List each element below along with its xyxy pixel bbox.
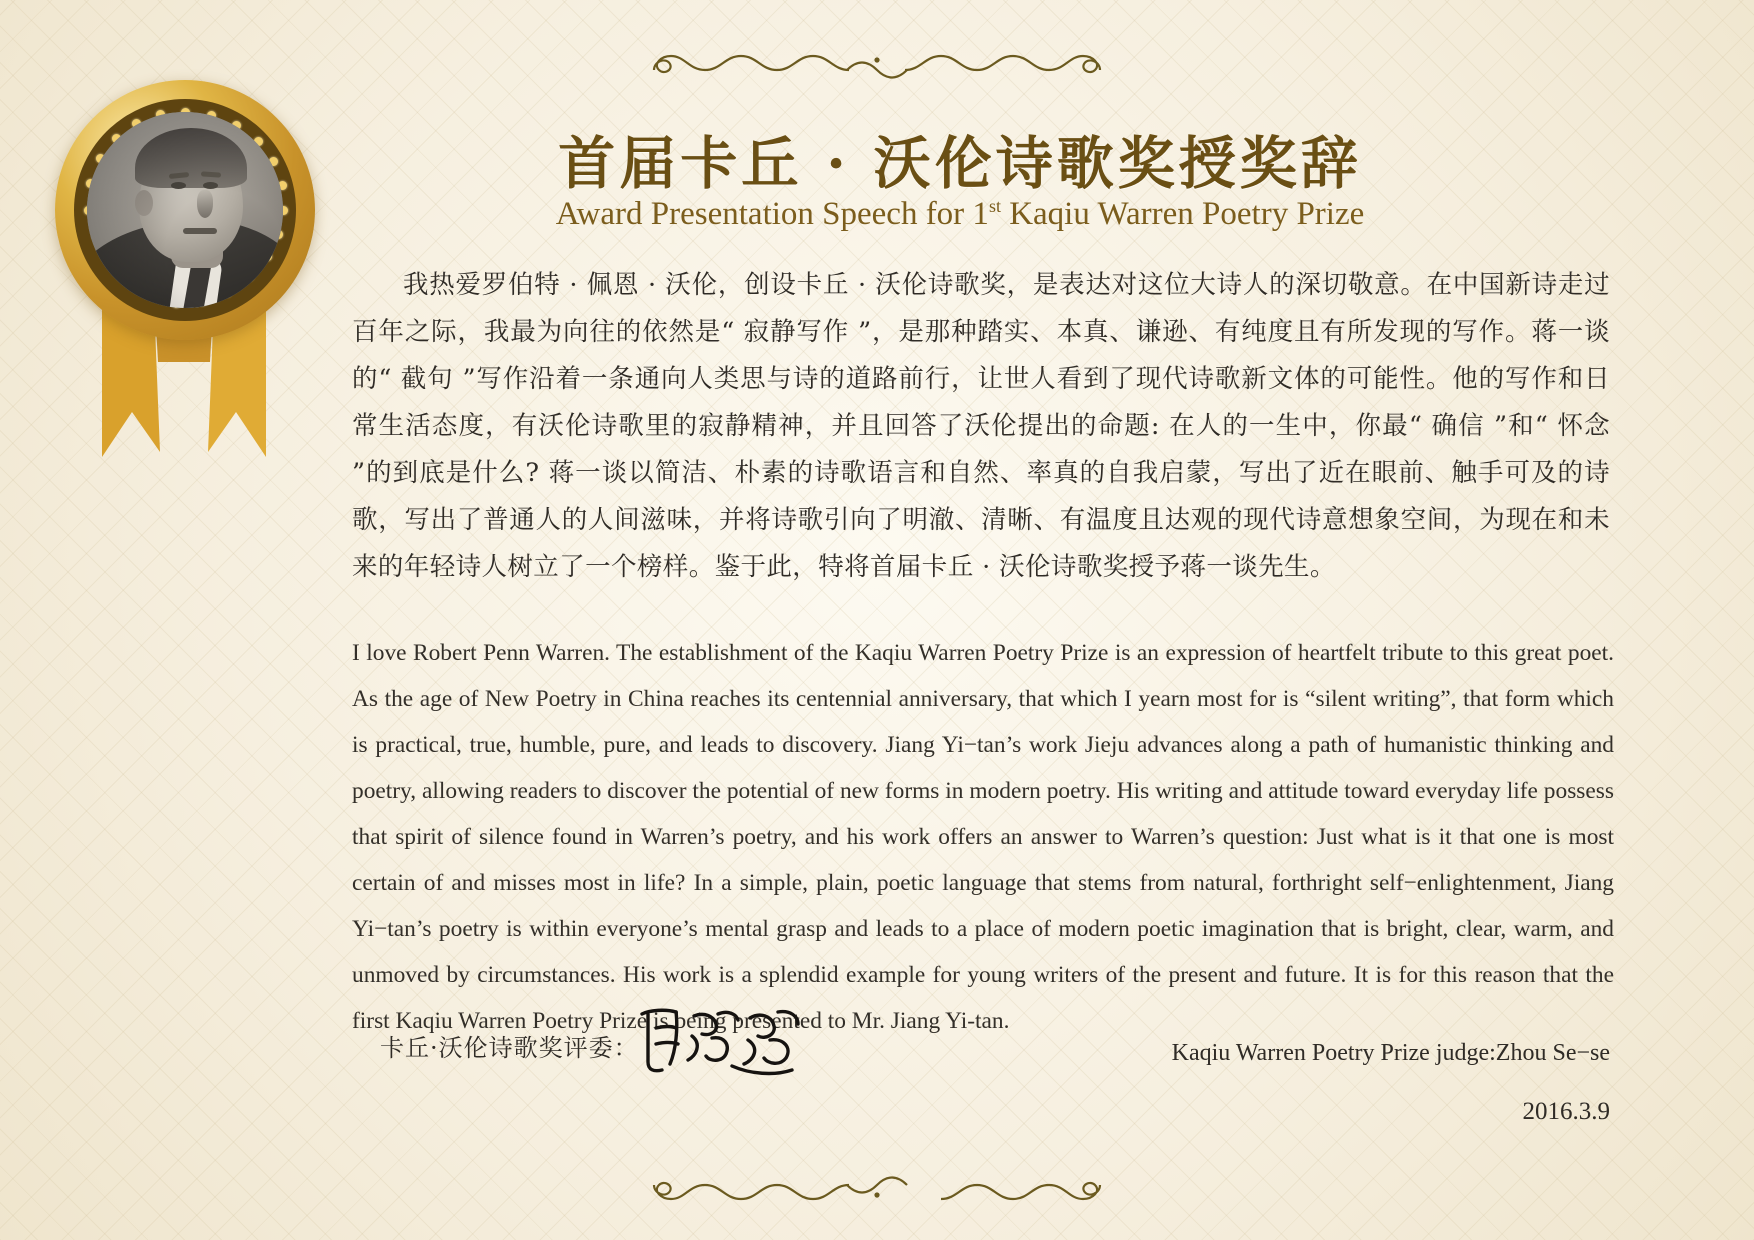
medal-inner-ring: [74, 99, 296, 321]
handwritten-signature: [632, 1000, 812, 1084]
signature-label-chinese: 卡丘·沃伦诗歌奖评委：: [380, 1034, 639, 1062]
signature-date: 2016.3.9: [1522, 1098, 1610, 1125]
title-chinese: 首届卡丘 · 沃伦诗歌奖授奖辞: [558, 130, 1362, 197]
portrait-image: [87, 112, 283, 308]
medal-rim: [55, 80, 315, 340]
title-english-before: Award Presentation Speech for 1: [555, 196, 989, 232]
signature-english: Kaqiu Warren Poetry Prize judge:Zhou Se−se: [1171, 1040, 1610, 1066]
speech-body-english: I love Robert Penn Warren. The establishment of the Kaqiu Warren Poetry Prize is an expression of heartfelt tribute to this great poet. As the age of New Poetry in China reaches its centennial anniversary, that which I yearn most for is “silent writing”, that form which is practical, true, humble, pure, and leads to discovery. Jiang Yi−tan’s work Jieju advances along a path of humanistic thinking and poetry, allowing readers to discover the potential of new forms in modern poetry. His writing and attitude toward everyday life possess that spirit of silence found in Warren’s poetry, and his work offers an answer to Warren’s question: Just what is it that one is most certain of and misses most in life? In a simple, plain, poetic language that stems from natural, forthright self−enlightenment, Jiang Yi−tan’s poetry is within everyone’s mental grasp and leads to a place of modern poetic imagination that is bright, clear, warm, and unmoved by circumstances. His work is a splendid example for young writers of the present and future. It is for this reason that the first Kaqiu Warren Poetry Prize is being presented to Mr. Jiang Yi-tan.: [352, 640, 1614, 1034]
title-english: [360, 196, 1560, 233]
title-english-ordinal: st: [988, 196, 1001, 216]
speech-body-chinese: 我热爱罗伯特 · 佩恩 · 沃伦，创设卡丘 · 沃伦诗歌奖，是表达对这位大诗人的深切敬意。在中国新诗走过百年之际，我最为向往的依然是“ 寂静写作 ”，是那种踏实、本真、谦逊、有纯度且有所发现的写作。蒋一谈的“ 截句 ”写作沿着一条通向人类思与诗的道路前行，让世人看到了现代诗歌新文体的可能性。他的写作和日常生活态度，有沃伦诗歌里的寂静精神，并且回答了沃伦提出的命题: 在人的一生中，你最“ 确信 ”和“ 怀念 ”的到底是什么? 蒋一谈以简洁、朴素的诗歌语言和自然、率真的自我启蒙，写出了近在眼前、触手可及的诗歌，写出了普通人的人间滋味，并将诗歌引向了明澈、清晰、有温度且达观的现代诗意想象空间，为现在和未来的年轻诗人树立了一个榜样。鉴于此，特将首届卡丘 · 沃伦诗歌奖授予蒋一谈先生。: [352, 270, 1610, 582]
award-medal: [40, 62, 330, 482]
title-english-after: Kaqiu Warren Poetry Prize: [1000, 196, 1365, 232]
flourish-ornament-bottom: [0, 1165, 1754, 1210]
